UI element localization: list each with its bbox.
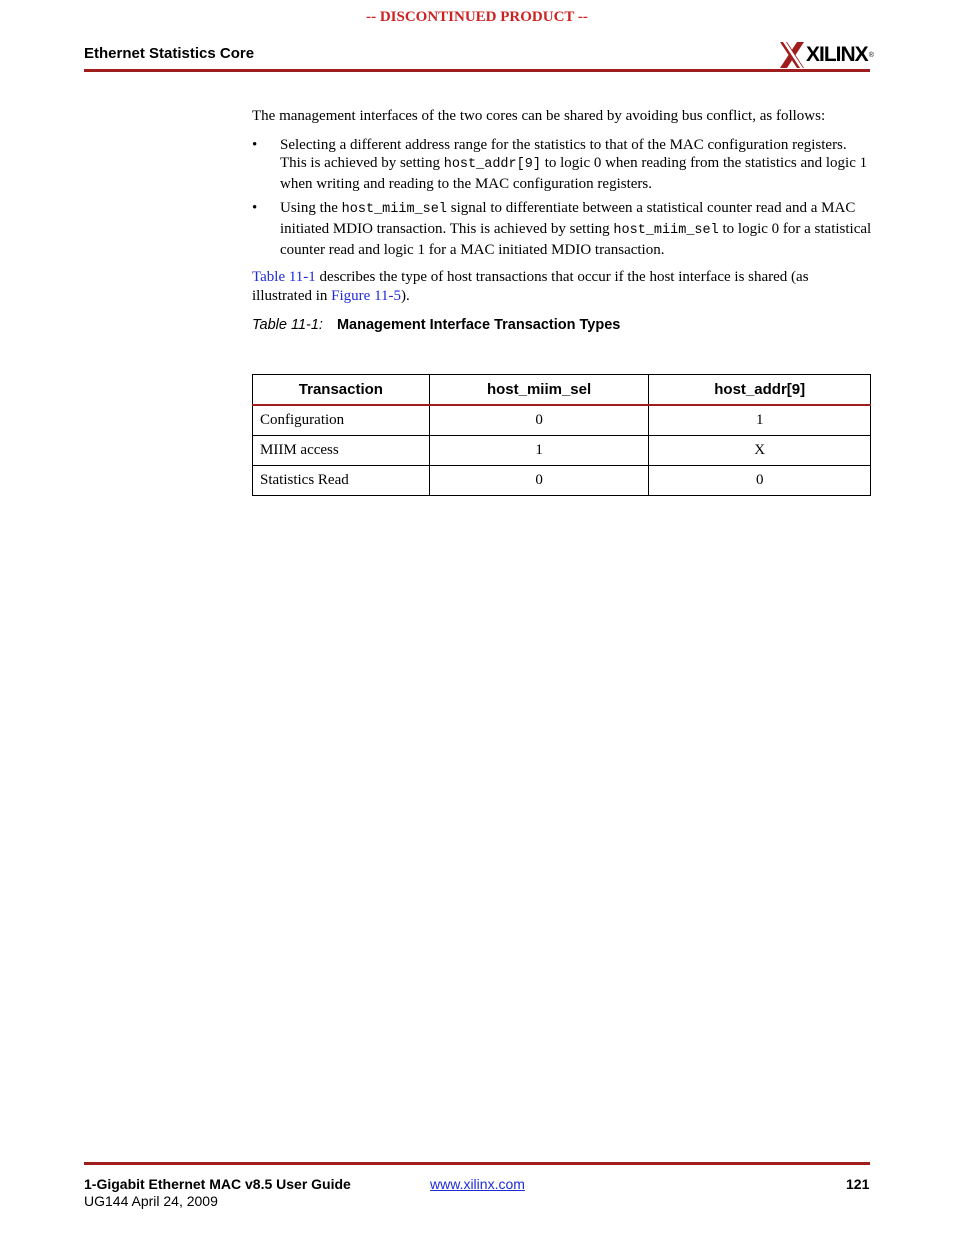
cell-transaction: MIIM access [253,436,430,466]
bullet-list [252,136,872,260]
header-rule [84,69,870,72]
bullet1-code: host_addr[9] [443,157,541,173]
figure-11-5-link[interactable]: Figure 11-5 [331,287,402,304]
bullet2-code2: host_miim_sel [613,222,719,238]
bullet2-text-a: Using the [280,200,342,217]
caption-title: Management Interface Transaction Types [336,317,621,334]
bullet-item-miim-sel [252,199,872,259]
bullet-dot-icon: • [252,136,258,153]
page-number: 121 [846,1176,870,1192]
cell-transaction: Configuration [253,405,430,436]
para-text-a: describes the type of host transactions that occur if the host interface is shared (as illustrated in [252,269,809,304]
footer-website-link[interactable]: www.xilinx.com [430,1176,525,1192]
discontinued-banner: -- DISCONTINUED PRODUCT -- [366,9,588,25]
bullet1-text-a: Selecting a different address range for the statistics to that of the MAC configuration registers. This is achieved by setting [280,136,847,172]
xilinx-logo [780,40,874,70]
section-title: Ethernet Statistics Core [84,45,255,62]
table-row [253,405,871,436]
registered-mark: ® [868,51,874,59]
table-caption [252,316,872,335]
intro-paragraph: The management interfaces of the two cores can be shared by avoiding bus conflict, as follows: [252,108,826,124]
bullet1-text-b: to logic 0 when reading from the statistics and logic 1 when writing and reading to the MAC configuration registers. [280,155,868,192]
footer-rule [84,1162,870,1165]
xilinx-x-icon [780,42,804,68]
footer-guide-title: 1-Gigabit Ethernet MAC v8.5 User Guide [84,1176,351,1192]
table-row [253,466,871,496]
cell-transaction: Statistics Read [253,466,430,496]
header-transaction: Transaction [253,375,430,406]
bullet-dot-icon: • [252,200,258,217]
cell-host-miim-sel: 0 [429,405,649,436]
bullet-item-address-range [252,136,872,194]
cell-host-miim-sel: 0 [429,466,649,496]
bullet2-code1: host_miim_sel [341,202,447,218]
cell-host-addr: X [649,436,871,466]
caption-number: Table 11-1: [252,317,323,334]
header-host-addr: host_addr[9] [649,375,871,406]
footer-doc-id: UG144 April 24, 2009 [84,1193,218,1209]
bullet2-text-c: to logic 0 for a statistical counter read and logic 1 for a MAC initiated MDIO transaction. [280,220,872,258]
transaction-types-table [252,374,871,496]
table-reference-paragraph [252,268,872,305]
body-content [252,107,872,335]
table-row [253,436,871,466]
table-11-1-link[interactable]: Table 11-1 [252,269,316,286]
cell-host-miim-sel: 1 [429,436,649,466]
header-host-miim-sel: host_miim_sel [429,375,649,406]
para-text-b: ). [401,287,410,304]
cell-host-addr: 1 [649,405,871,436]
logo-wordmark: XILINX [806,43,868,66]
bullet2-text-b: signal to differentiate between a statistical counter read and a MAC initiated MDIO transaction. This is achieved by setting [280,200,856,237]
cell-host-addr: 0 [649,466,871,496]
table-header-row [253,375,871,406]
